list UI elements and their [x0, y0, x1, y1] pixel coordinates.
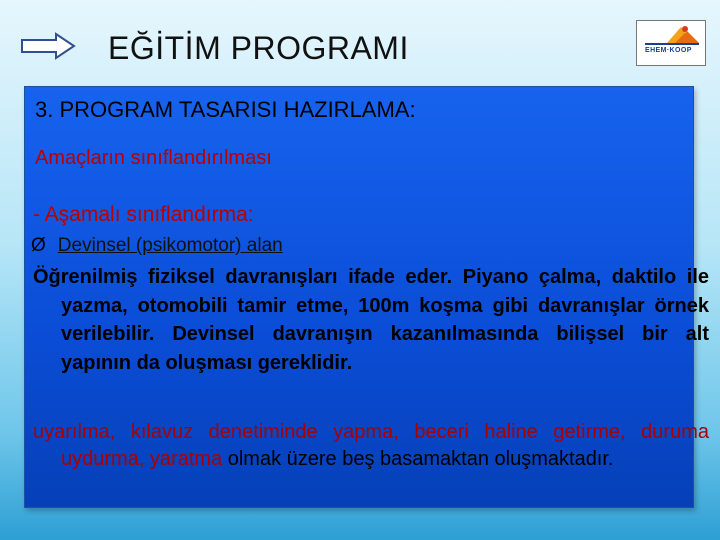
definition-paragraph: Öğrenilmiş fiziksel davranışları ifade eder. Piyano çalma, daktilo ile yazma, otomobili tamir etme, 100m koşma gibi davranışlar örnek verilebilir. Devinsel davranışın kazanılmasında bilişsel bir alt yapının da oluşması gereklidir.	[33, 266, 709, 374]
slide-title: EĞİTİM PROGRAMI	[108, 30, 409, 66]
logo-text: EHEM·KOOP	[645, 47, 692, 54]
bullet-text: Devinsel (psikomotor) alan	[57, 235, 283, 256]
arrow-bullet-icon: Ø	[31, 235, 46, 256]
method-label: - Aşamalı sınıflandırma:	[33, 203, 254, 226]
section-heading: 3. PROGRAM TASARISI HAZIRLAMA:	[35, 97, 416, 122]
right-arrow-icon[interactable]	[20, 32, 76, 60]
content-panel	[24, 86, 709, 508]
bullet-item	[31, 235, 283, 257]
steps-conclusion-text: olmak üzere beş basamaktan oluşmaktadır.	[222, 447, 614, 470]
logo	[636, 20, 706, 66]
steps-list-text: uyarılma, kılavuz denetiminde yapma, beceri haline getirme, duruma uydurma, yaratma	[33, 421, 709, 470]
subheading: Amaçların sınıflandırılması	[35, 147, 272, 169]
steps-paragraph	[33, 419, 709, 472]
logo-graphic	[637, 21, 707, 67]
